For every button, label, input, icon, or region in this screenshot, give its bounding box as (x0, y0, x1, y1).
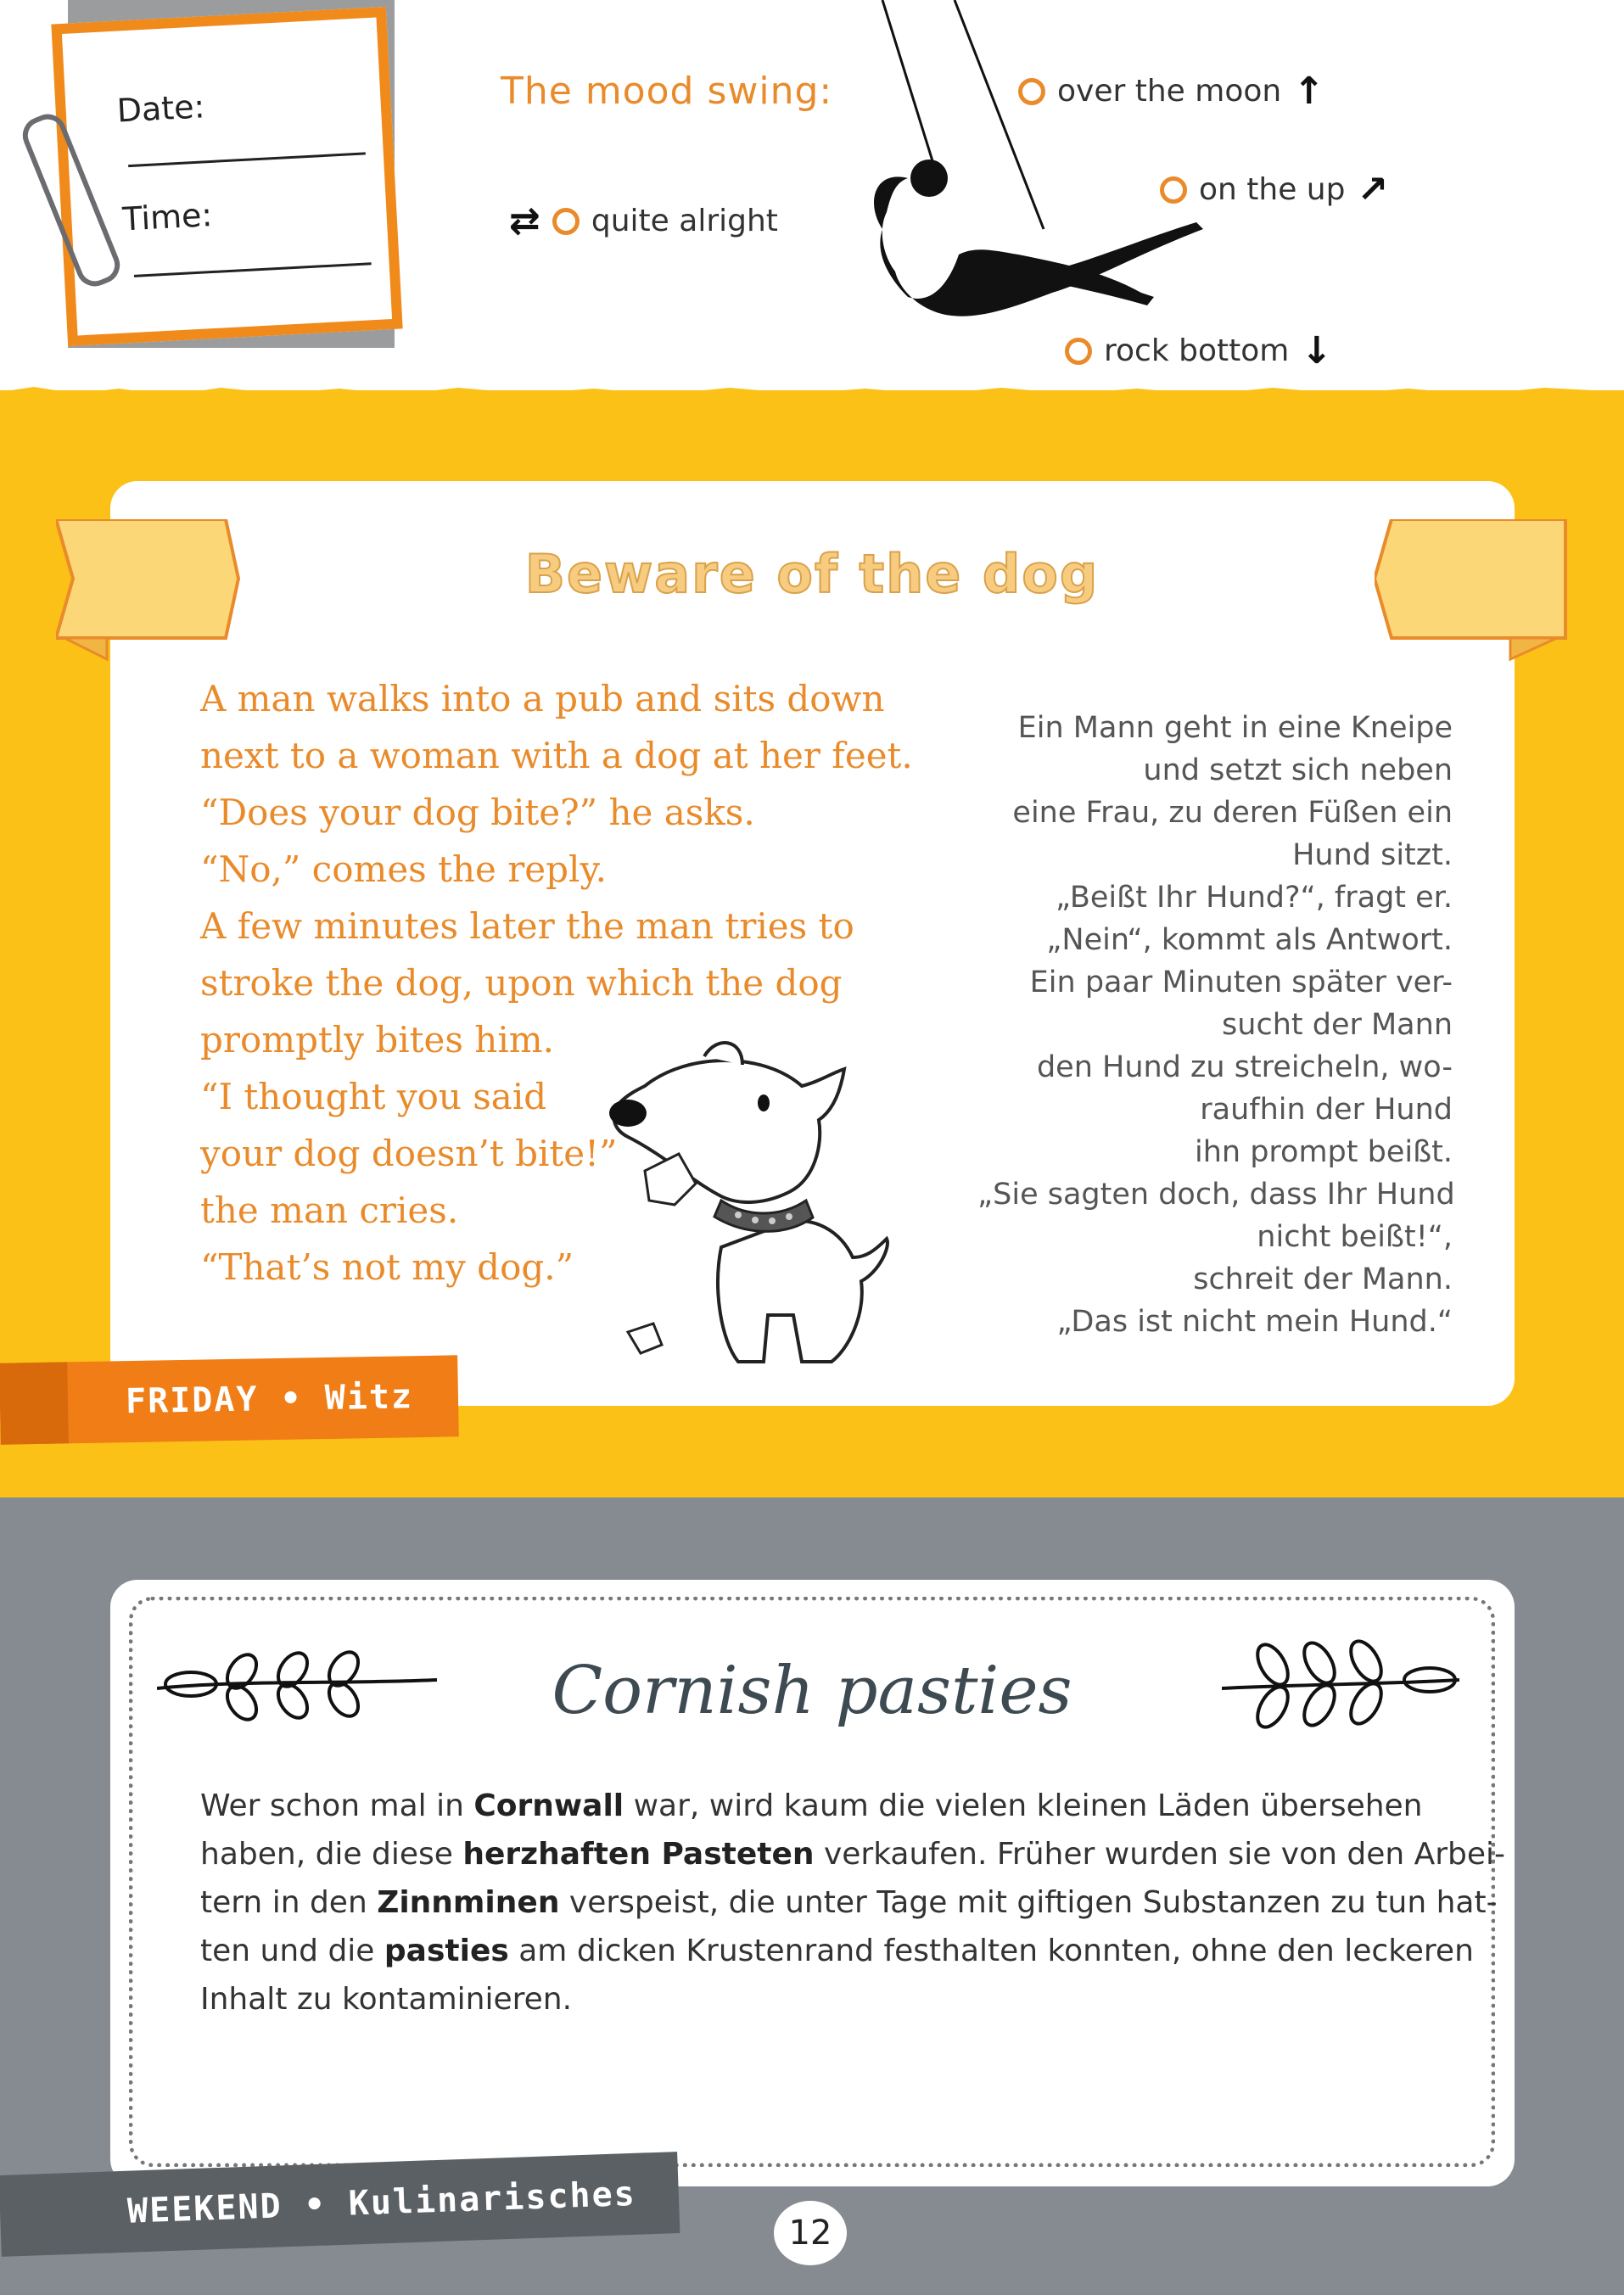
bold-term: Cornwall (473, 1788, 624, 1823)
german-line: raufhin der Hund (1200, 1093, 1453, 1127)
english-line: promptly bites him. (200, 1019, 554, 1061)
date-label: Date: (115, 87, 206, 130)
recipe-line (200, 1975, 1439, 2024)
english-line: stroke the dog, upon which the dog (200, 962, 843, 1004)
english-line: “I thought you said (200, 1076, 547, 1117)
joke-german-text (977, 707, 1453, 1343)
radio-circle-icon[interactable] (552, 208, 580, 235)
radio-circle-icon[interactable] (1160, 176, 1187, 204)
german-line: „Sie sagten doch, dass Ihr Hund (977, 1178, 1455, 1212)
german-line: schreit der Mann. (1193, 1262, 1453, 1296)
friday-tag-label: FRIDAY • Witz (125, 1377, 414, 1422)
german-line: ihn prompt beißt. (1195, 1135, 1453, 1169)
recipe-line (200, 1830, 1506, 1878)
english-line: your dog doesn’t bite!” (200, 1133, 618, 1174)
arrows-left-right-icon: ⇄ (509, 199, 540, 243)
mood-option-on-the-up[interactable] (1160, 168, 1388, 211)
bold-term: pasties (384, 1934, 509, 1968)
mood-option-label: quite alright (591, 204, 778, 238)
mood-option-quite-alright[interactable] (509, 199, 778, 243)
text-span: Wer schon mal in (200, 1788, 474, 1823)
friday-tag (0, 1355, 459, 1444)
recipe-line (200, 1782, 1439, 1830)
german-line: „Das ist nicht mein Hund.“ (1056, 1305, 1453, 1339)
german-line: den Hund zu streicheln, wo- (1036, 1050, 1453, 1084)
bold-term: Zinnminen (377, 1885, 560, 1920)
english-line: “That’s not my dog.” (200, 1246, 574, 1288)
mood-option-over-the-moon[interactable] (1018, 70, 1324, 113)
recipe-line (200, 1927, 1474, 1975)
german-line: Ein paar Minuten später ver- (1029, 966, 1453, 999)
german-line: und setzt sich neben (1143, 753, 1453, 787)
german-line: Ein Mann geht in eine Kneipe (1017, 711, 1453, 745)
arrow-down-icon: ↓ (1301, 329, 1333, 372)
english-line: next to a woman with a dog at her feet. (200, 735, 913, 776)
text-span: war, wird kaum die vielen kleinen Läden übersehen (624, 1788, 1423, 1823)
arrow-up-icon: ↑ (1293, 70, 1325, 113)
mood-option-rock-bottom[interactable] (1065, 329, 1332, 372)
english-line: “Does your dog bite?” he asks. (200, 792, 755, 833)
text-span: haben, die diese (200, 1837, 463, 1872)
page-number: 12 (774, 2201, 847, 2265)
time-line (134, 262, 372, 277)
radio-circle-icon[interactable] (1018, 78, 1045, 105)
dog-illustration-icon (594, 1035, 925, 1374)
time-label: Time: (121, 196, 214, 238)
german-line: nicht beißt!“, (1257, 1220, 1453, 1254)
mood-option-label: over the moon (1057, 74, 1282, 109)
english-line: “No,” comes the reply. (200, 848, 607, 890)
english-line: A few minutes later the man tries to (200, 905, 854, 947)
english-line: A man walks into a pub and sits down (200, 678, 885, 719)
radio-circle-icon[interactable] (1065, 338, 1092, 365)
mood-title: The mood swing: (501, 70, 833, 113)
text-span: ten und die (200, 1934, 384, 1968)
text-span: verspeist, die unter Tage mit giftigen Substanzen zu tun hat- (559, 1885, 1498, 1920)
german-line: Hund sitzt. (1292, 838, 1453, 872)
text-span: am dicken Krustenrand festhalten konnten, ohne den leckeren (508, 1934, 1474, 1968)
recipe-line (200, 1878, 1498, 1927)
recipe-title: Cornish pasties (552, 1653, 1072, 1729)
text-span: Inhalt zu kontaminieren. (200, 1982, 573, 2017)
text-span: tern in den (200, 1885, 378, 1920)
arrow-curl-up-icon: ↗ (1357, 168, 1389, 211)
german-line: „Nein“, kommt als Antwort. (1046, 923, 1453, 957)
german-line: „Beißt Ihr Hund?“, fragt er. (1056, 881, 1453, 915)
english-line: the man cries. (200, 1189, 459, 1231)
date-time-note (51, 7, 402, 346)
mood-option-label: rock bottom (1104, 333, 1290, 368)
german-line: sucht der Mann (1222, 1008, 1453, 1042)
joke-title: Beware of the dog (524, 543, 1100, 605)
mood-option-label: on the up (1199, 172, 1346, 207)
weekend-tag-label: WEEKEND • Kulinarisches (126, 2174, 637, 2231)
bold-term: herzhaften Pasteten (462, 1837, 815, 1872)
text-span: verkaufen. Früher wurden sie von den Arbei- (814, 1837, 1506, 1872)
german-line: eine Frau, zu deren Füßen ein (1012, 796, 1453, 830)
recipe-body (200, 1782, 1506, 2024)
date-line (128, 152, 366, 167)
tag-edge (0, 1362, 69, 1444)
